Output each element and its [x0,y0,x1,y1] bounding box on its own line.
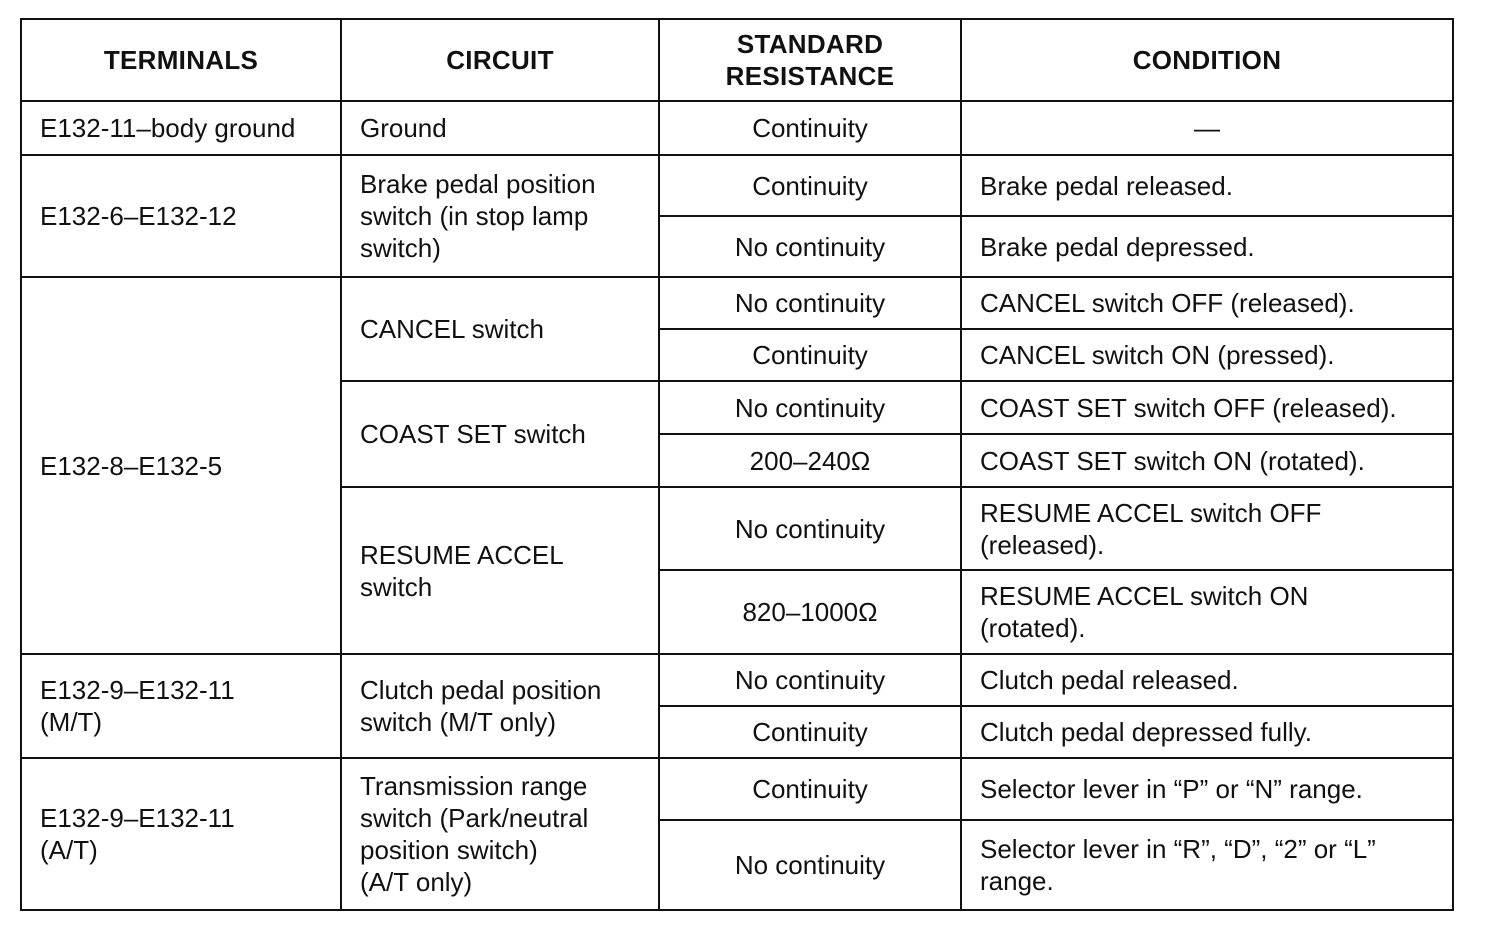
table-row [21,155,1453,216]
header-terminals: TERMINALS [21,19,341,101]
resistance-cell: 200–240Ω [659,434,961,487]
header-standard-resistance-line1: STANDARD [736,29,884,59]
resistance-cell: No continuity [659,381,961,434]
resistance-cell: Continuity [659,329,961,381]
condition-cell: Brake pedal depressed. [961,216,1453,277]
condition-cell: Clutch pedal depressed fully. [961,706,1453,758]
resistance-cell: No continuity [659,820,961,910]
condition-cell: COAST SET switch ON (rotated). [961,434,1453,487]
header-circuit: CIRCUIT [341,19,659,101]
table-row [21,101,1453,155]
resistance-cell: No continuity [659,216,961,277]
resistance-cell: No continuity [659,487,961,570]
condition-cell: Clutch pedal released. [961,654,1453,706]
circuit-cell: Transmission range switch (Park/neutral position switch) (A/T only) [341,758,659,910]
table-row [21,277,1453,329]
condition-cell: COAST SET switch OFF (released). [961,381,1453,434]
resistance-cell: No continuity [659,654,961,706]
table-row [21,654,1453,706]
circuit-cell: Clutch pedal position switch (M/T only) [341,654,659,758]
condition-cell: — [961,101,1453,155]
terminals-cell: E132-9–E132-11 (M/T) [21,654,341,758]
terminals-cell: E132-9–E132-11 (A/T) [21,758,341,910]
resistance-cell: Continuity [659,101,961,155]
header-standard-resistance-line2: RESISTANCE [725,61,895,91]
terminals-cell: E132-11–body ground [21,101,341,155]
circuit-cell: Ground [341,101,659,155]
table-header-row [21,19,1453,101]
circuit-cell: COAST SET switch [341,381,659,487]
inspection-table [20,18,1454,911]
condition-cell: RESUME ACCEL switch OFF (released). [961,487,1453,570]
condition-cell: CANCEL switch ON (pressed). [961,329,1453,381]
resistance-cell: No continuity [659,277,961,329]
circuit-cell: CANCEL switch [341,277,659,381]
header-condition: CONDITION [961,19,1453,101]
resistance-cell: Continuity [659,758,961,820]
terminals-cell: E132-8–E132-5 [21,277,341,654]
table-row [21,758,1453,820]
circuit-cell: Brake pedal position switch (in stop lamp switch) [341,155,659,277]
circuit-cell: RESUME ACCEL switch [341,487,659,654]
resistance-cell: Continuity [659,155,961,216]
header-standard-resistance [659,19,961,101]
resistance-cell: 820–1000Ω [659,570,961,654]
condition-cell: Brake pedal released. [961,155,1453,216]
resistance-cell: Continuity [659,706,961,758]
terminals-cell: E132-6–E132-12 [21,155,341,277]
condition-cell: Selector lever in “P” or “N” range. [961,758,1453,820]
condition-cell: RESUME ACCEL switch ON (rotated). [961,570,1453,654]
condition-cell: Selector lever in “R”, “D”, “2” or “L” range. [961,820,1453,910]
condition-cell: CANCEL switch OFF (released). [961,277,1453,329]
